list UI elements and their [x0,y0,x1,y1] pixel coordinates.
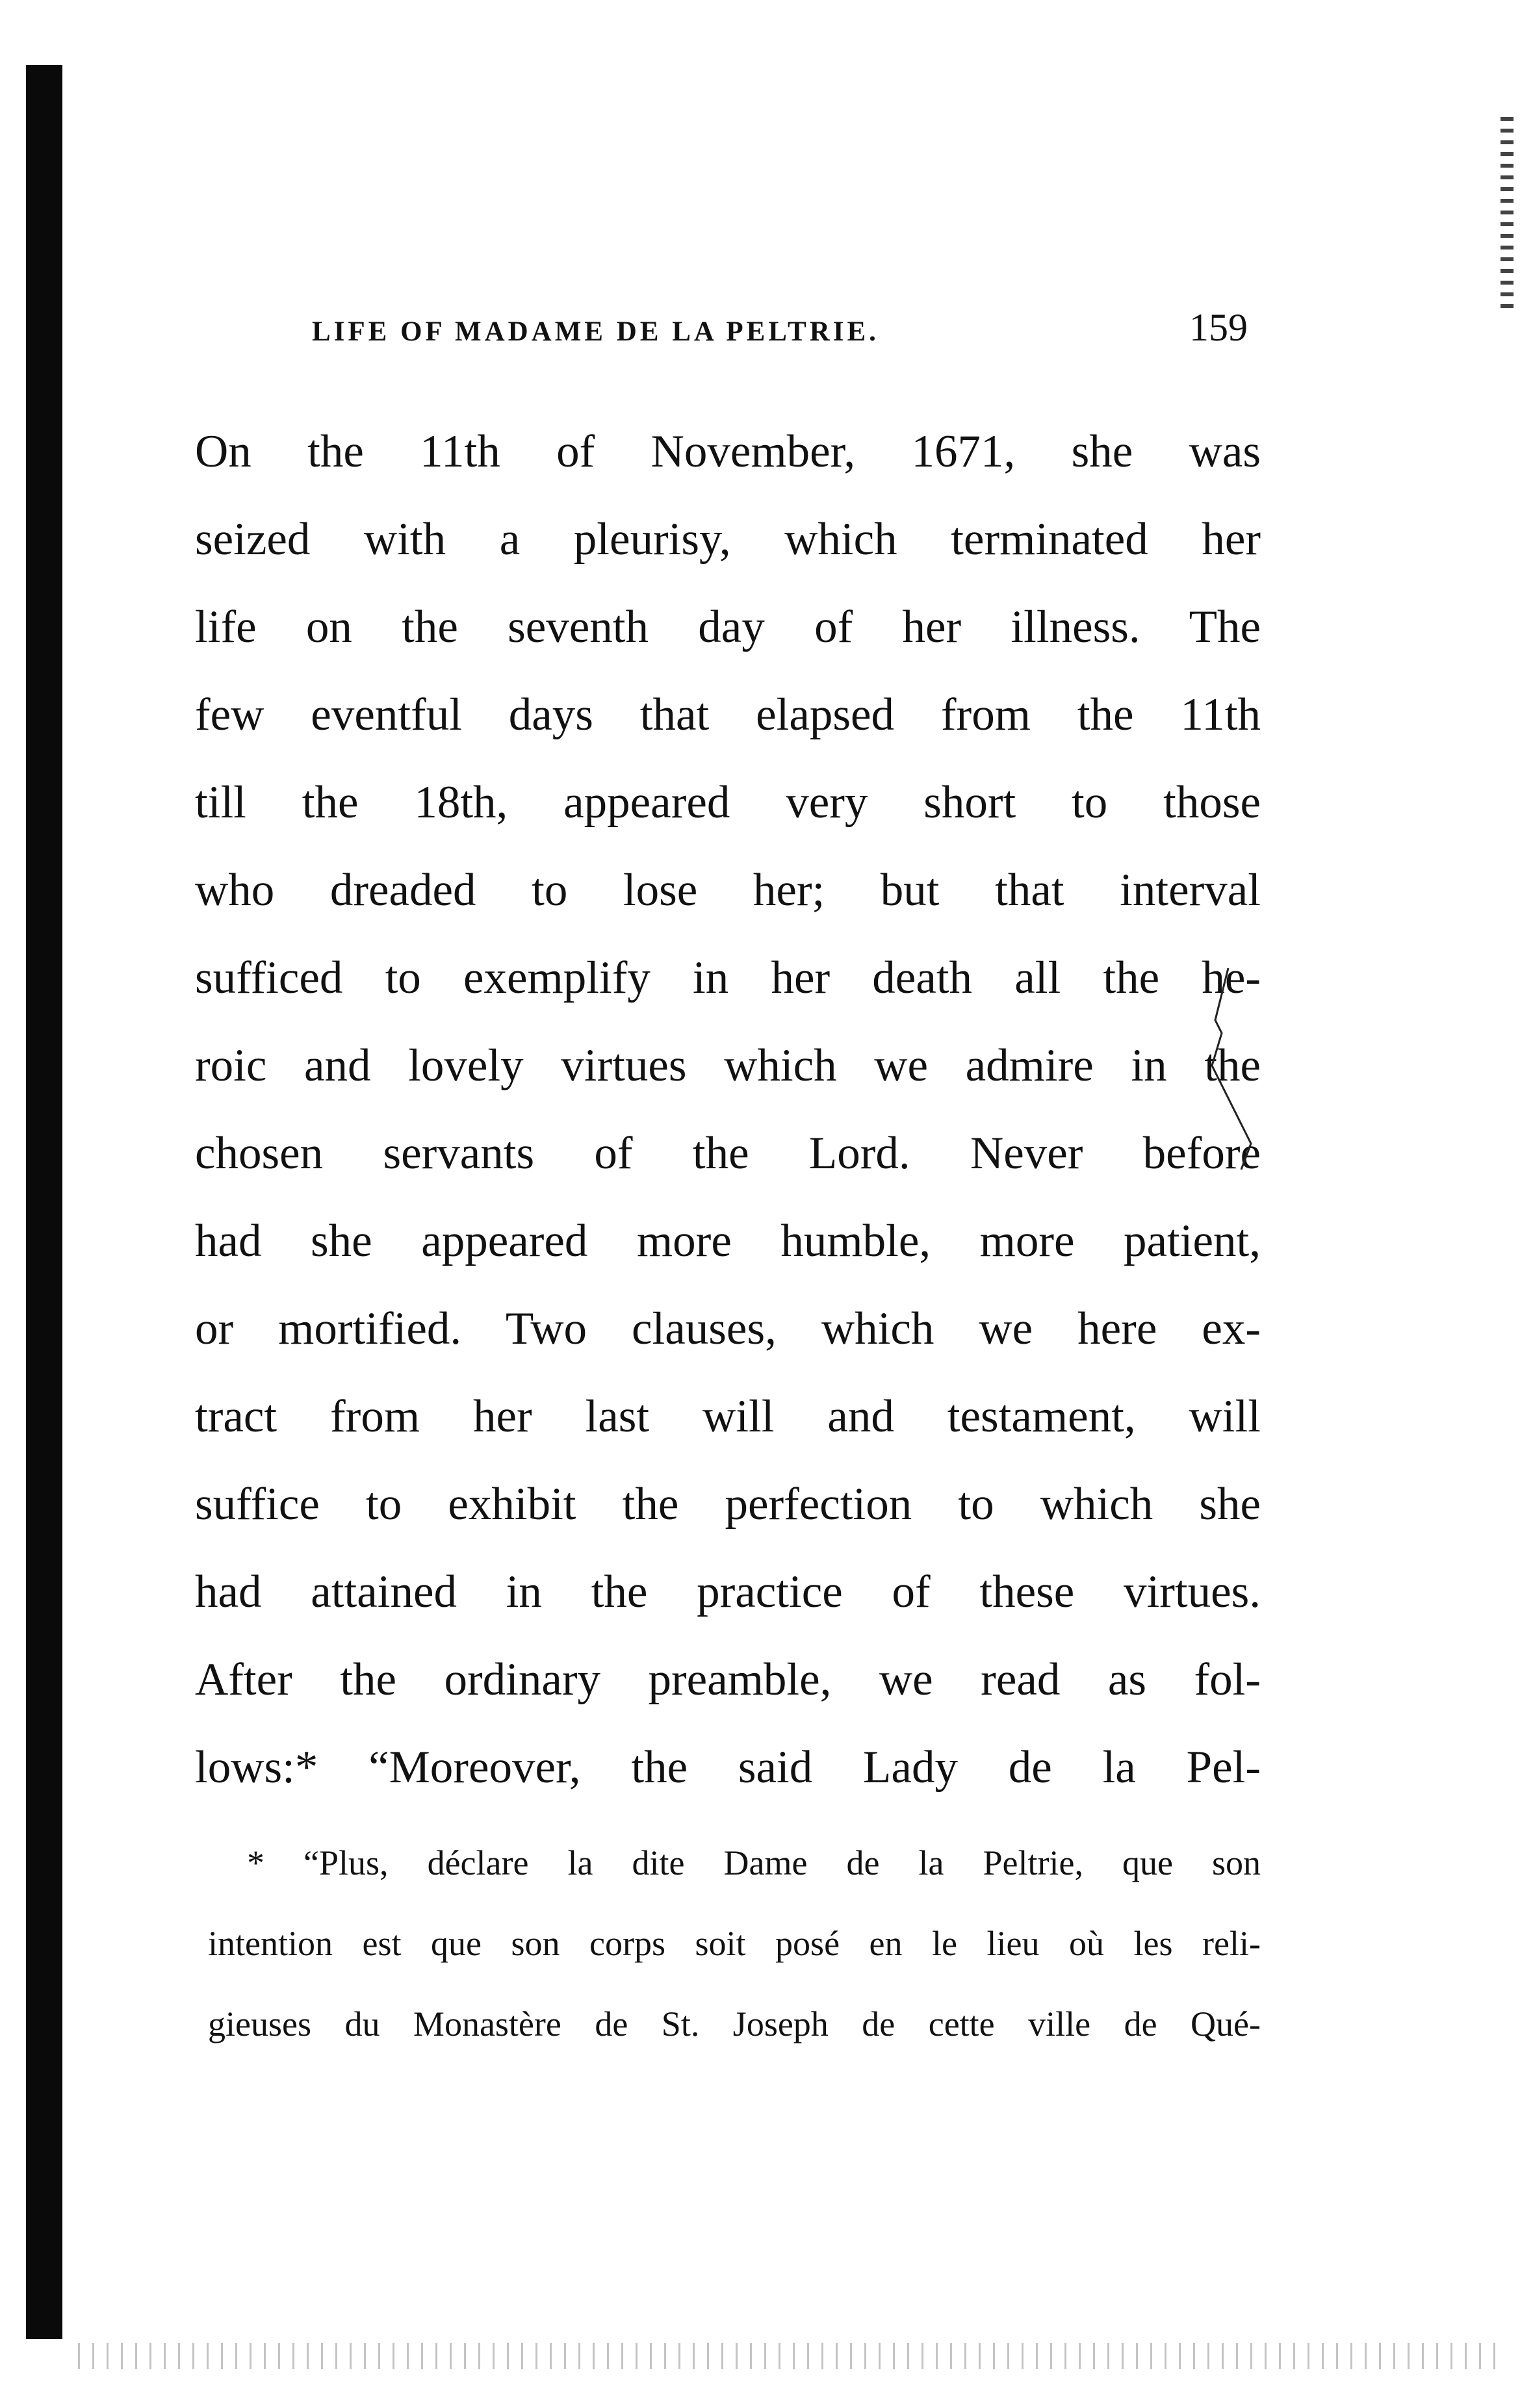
text-line: had she appeared more humble, more patient, [195,1216,1261,1266]
scan-bottom-noise [78,2343,1507,2369]
page-number: 159 [1189,306,1248,349]
text-line: life on the seventh day of her illness. The [195,602,1261,652]
text-line: seized with a pleurisy, which terminated her [195,514,1261,565]
footnote-line: * “Plus, déclare la dite Dame de la Peltrie, que son [247,1843,1261,1882]
text-line: chosen servants of the Lord. Never before [195,1128,1261,1179]
text-line: till the 18th, appeared very short to those [195,777,1261,828]
main-text [195,408,1261,1812]
text-line: After the ordinary preamble, we read as fol- [195,1654,1261,1705]
text-line: roic and lovely virtues which we admire in the [195,1040,1261,1091]
text-line: or mortified. Two clauses, which we here ex- [195,1303,1261,1354]
text-line: suffice to exhibit the perfection to which she [195,1479,1261,1530]
text-line: who dreaded to lose her; but that interval [195,865,1261,916]
margin-bracket-mark [1202,962,1274,1222]
text-line: lows:* “Moreover, the said Lady de la Pel- [195,1742,1261,1793]
running-title: LIFE OF MADAME DE LA PELTRIE. [312,316,879,347]
text-line: On the 11th of November, 1671, she was [195,426,1261,477]
binding-edge [26,65,62,2339]
running-header [312,305,1248,357]
text-line: had attained in the practice of these virtues. [195,1567,1261,1617]
text-line: few eventful days that elapsed from the 11th [195,689,1261,740]
scan-edge-marks [1501,117,1514,312]
footnote [208,1823,1261,2064]
footnote-line: gieuses du Monastère de St. Joseph de cette ville de Qué- [208,2005,1261,2043]
text-line: tract from her last will and testament, will [195,1391,1261,1442]
footnote-line: intention est que son corps soit posé en le lieu où les reli- [208,1924,1261,1963]
text-line: sufficed to exemplify in her death all the he- [195,953,1261,1003]
